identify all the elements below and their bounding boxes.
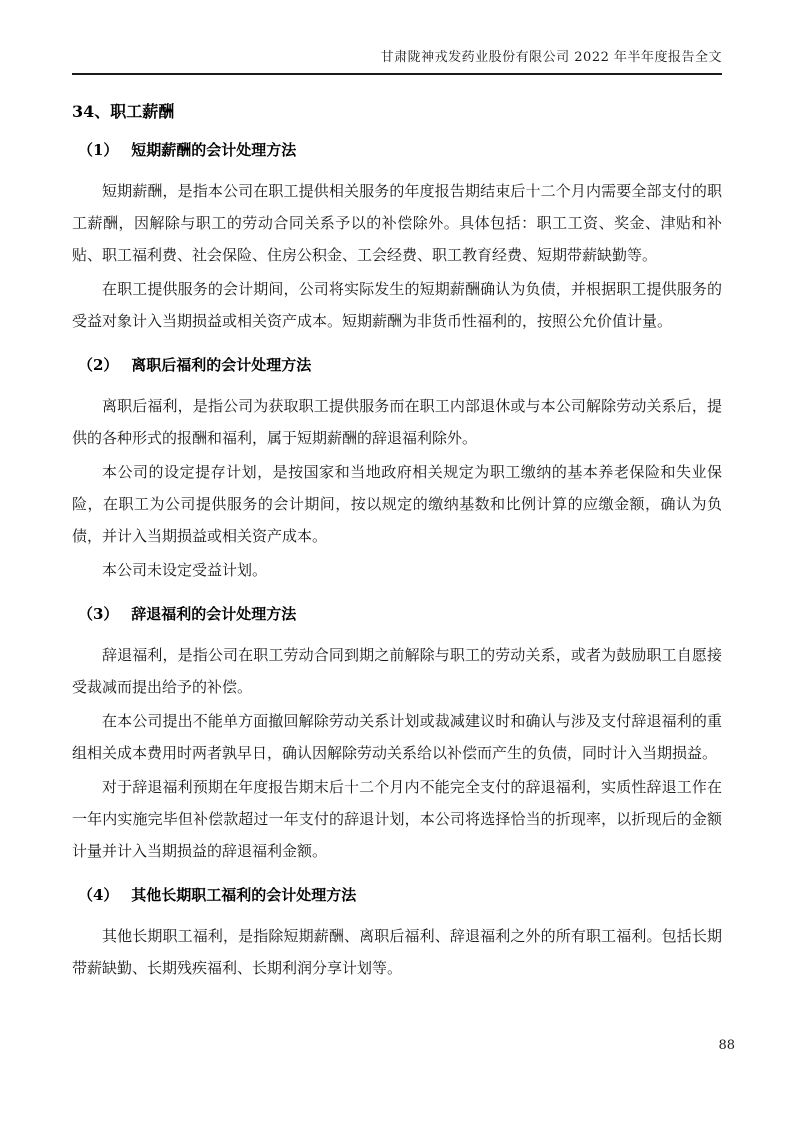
section-termination-benefits <box>72 604 722 867</box>
section-heading <box>72 885 722 906</box>
paragraph: 辞退福利，是指公司在职工劳动合同到期之前解除与职工的劳动关系，或者为鼓励职工自愿接受裁减而提出给予的补偿。 <box>72 646 722 696</box>
section-post-employment-benefits <box>72 355 722 586</box>
section-number: （1） <box>78 141 119 159</box>
section-heading-text: 其他长期职工福利的会计处理方法 <box>131 886 357 904</box>
paragraph: 对于辞退福利预期在年度报告期末后十二个月内不能完全支付的辞退福利，实质性辞退工作在一年内实施完毕但补偿款超过一年支付的辞退计划，本公司将选择恰当的折现率，以折现后的金额计量并计入当期损益的辞退福利金额。 <box>72 778 722 860</box>
paragraph: 在本公司提出不能单方面撤回解除劳动关系计划或裁减建议时和确认与涉及支付辞退福利的重组相关成本费用时两者孰早日，确认因解除劳动关系给以补偿而产生的负债，同时计入当期损益。 <box>72 712 722 762</box>
paragraph: 短期薪酬，是指本公司在职工提供相关服务的年度报告期结束后十二个月内需要全部支付的职工薪酬，因解除与职工的劳动合同关系予以的补偿除外。具体包括：职工工资、奖金、津贴和补贴、职工福利费、社会保险、住房公积金、工会经费、职工教育经费、短期带薪缺勤等。 <box>72 182 722 264</box>
paragraph: 本公司的设定提存计划，是按国家和当地政府相关规定为职工缴纳的基本养老保险和失业保险，在职工为公司提供服务的会计期间，按以规定的缴纳基数和比例计算的应缴金额，确认为负债，并计入当期损益或相关资产成本。 <box>72 463 722 545</box>
section-heading <box>72 140 722 161</box>
section-heading <box>72 604 722 625</box>
report-header-title: 甘肃陇神戎发药业股份有限公司 2022 年半年度报告全文 <box>380 50 722 65</box>
page-number: 88 <box>718 1038 735 1053</box>
section-short-term-compensation <box>72 140 722 337</box>
section-heading <box>72 355 722 376</box>
section-heading-text: 辞退福利的会计处理方法 <box>131 605 297 623</box>
page-header <box>72 50 722 75</box>
paragraph: 其他长期职工福利，是指除短期薪酬、离职后福利、辞退福利之外的所有职工福利。包括长期带薪缺勤、长期残疾福利、长期利润分享计划等。 <box>72 927 722 977</box>
paragraph: 离职后福利，是指公司为获取职工提供服务而在职工内部退休或与本公司解除劳动关系后，提供的各种形式的报酬和福利，属于短期薪酬的辞退福利除外。 <box>72 397 722 447</box>
section-heading-text: 离职后福利的会计处理方法 <box>131 356 312 374</box>
paragraph: 本公司未设定受益计划。 <box>102 561 268 579</box>
section-other-long-term-benefits <box>72 885 722 984</box>
section-heading-text: 短期薪酬的会计处理方法 <box>131 141 297 159</box>
paragraph: 在职工提供服务的会计期间，公司将实际发生的短期薪酬确认为负债，并根据职工提供服务的受益对象计入当期损益或相关资产成本。短期薪酬为非货币性福利的，按照公允价值计量。 <box>72 280 722 330</box>
page-title: 34、职工薪酬 <box>72 102 175 121</box>
section-number: （4） <box>78 886 119 904</box>
section-number: （3） <box>78 605 119 623</box>
section-number: （2） <box>78 356 119 374</box>
